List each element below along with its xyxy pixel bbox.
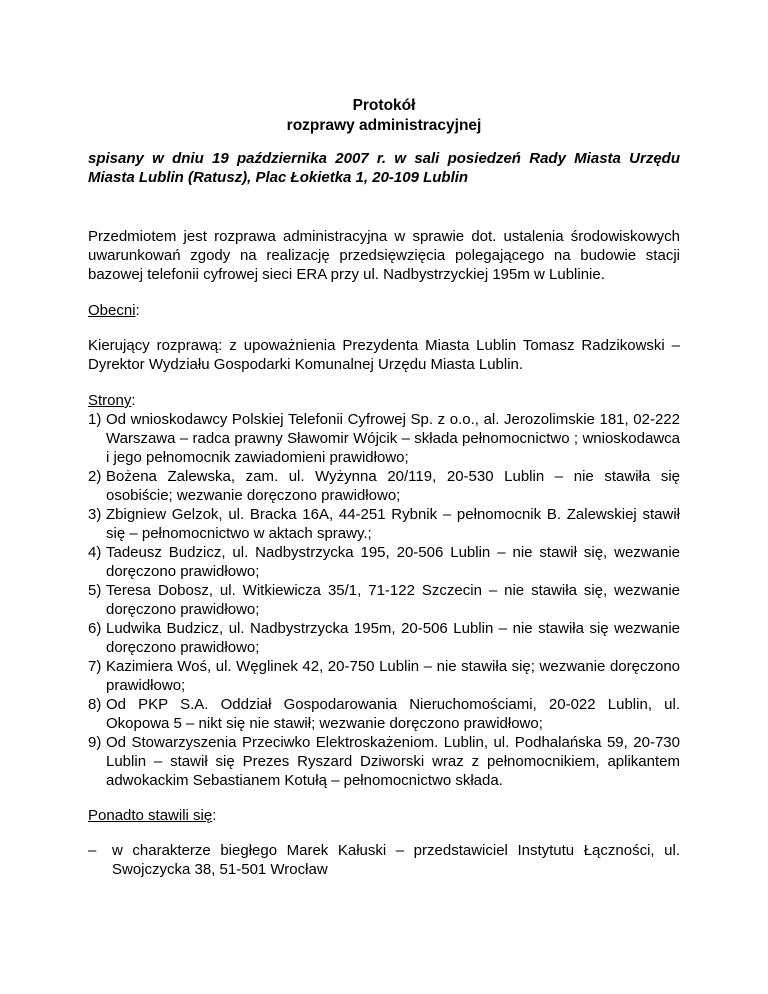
list-item [88,841,680,879]
present-heading-colon: : [135,302,140,319]
list-item-number: 6) [88,620,102,637]
document-subtitle: spisany w dniu 19 października 2007 r. w sali posiedzeń Rady Miasta Urzędu Miasta Lublin (Ratusz), Plac Łokietka 1, 20-109 Lublin [88,150,680,186]
list-item-text: Od Stowarzyszenia Przeciwko Elektroskażeniom. Lublin, ul. Podhalańska 59, 20-730 Lublin – stawił się Prezes Ryszard Dziworski wraz z pełnomocnikiem, aplikantem adwokackim Sebastianem Kotułą – pełnomocnictwo składa. [106,734,680,789]
list-item-number: 2) [88,468,102,485]
list-item-number: 3) [88,506,102,523]
also-present-heading-line [88,806,680,825]
list-item [88,733,680,790]
parties-heading-line [88,391,680,410]
also-present-heading: Ponadto stawili się [88,807,213,824]
dash-bullet: – [88,842,97,859]
present-heading-line [88,301,680,320]
list-item [88,543,680,581]
list-item-number: 9) [88,734,102,751]
list-item [88,695,680,733]
list-item-number: 7) [88,658,102,675]
present-heading: Obecni [88,302,136,319]
title-line-2: rozprawy administracyjnej [286,117,482,134]
list-item-number: 5) [88,582,102,599]
parties-heading-colon: : [131,392,136,409]
document-title [88,96,680,136]
list-item-text: w charakterze biegłego Marek Kałuski – przedstawiciel Instytutu Łączności, ul. Swojczycka 38, 51-501 Wrocław [112,842,680,878]
list-item-text: Od PKP S.A. Oddział Gospodarowania Nieruchomościami, 20-022 Lublin, ul. Okopowa 5 – nikt się nie stawił; wezwanie doręczono prawidłowo; [106,696,680,732]
list-item [88,619,680,657]
list-item-text: Bożena Zalewska, zam. ul. Wyżynna 20/119, 20-530 Lublin – nie stawiła się osobiście; wezwanie doręczono prawidłowo; [106,468,680,504]
list-item [88,410,680,467]
list-item-text: Tadeusz Budzicz, ul. Nadbystrzycka 195, 20-506 Lublin – nie stawił się, wezwanie doręczono prawidłowo; [106,544,680,580]
also-present-heading-colon: : [212,807,217,824]
title-line-1: Protokół [352,97,416,114]
parties-list [88,410,680,790]
list-item-text: Kazimiera Woś, ul. Węglinek 42, 20-750 Lublin – nie stawiła się; wezwanie doręczono prawidłowo; [106,658,680,694]
list-item-number: 1) [88,411,102,428]
present-paragraph: Kierujący rozprawą: z upoważnienia Prezydenta Miasta Lublin Tomasz Radzikowski – Dyrektor Wydziału Gospodarki Komunalnej Urzędu Miasta Lublin. [88,337,680,373]
list-item [88,467,680,505]
list-item-text: Teresa Dobosz, ul. Witkiewicza 35/1, 71-122 Szczecin – nie stawiła się, wezwanie doręczono prawidłowo; [106,582,680,618]
list-item-text: Ludwika Budzicz, ul. Nadbystrzycka 195m, 20-506 Lublin – nie stawiła się wezwanie doręczono prawidłowo; [106,620,680,656]
subject-paragraph: Przedmiotem jest rozprawa administracyjna w sprawie dot. ustalenia środowiskowych uwarunkowań zgody na realizację przedsięwzięcia polegającego na budowie stacji bazowej telefonii cyfrowej sieci ERA przy ul. Nadbystrzyckiej 195m w Lublinie. [88,228,680,283]
list-item [88,505,680,543]
parties-heading: Strony [88,392,132,409]
list-item-number: 8) [88,696,102,713]
also-present-list [88,841,680,879]
list-item-number: 4) [88,544,102,561]
list-item-text: Zbigniew Gelzok, ul. Bracka 16A, 44-251 Rybnik – pełnomocnik B. Zalewskiej stawił się – pełnomocnictwo w aktach sprawy.; [106,506,680,542]
list-item [88,657,680,695]
list-item-text: Od wnioskodawcy Polskiej Telefonii Cyfrowej Sp. z o.o., al. Jerozolimskie 181, 02-222 Warszawa – radca prawny Sławomir Wójcik – składa pełnomocnictwo ; wnioskodawca i jego pełnomocnik zawiadomieni prawidłowo; [106,411,680,466]
list-item [88,581,680,619]
